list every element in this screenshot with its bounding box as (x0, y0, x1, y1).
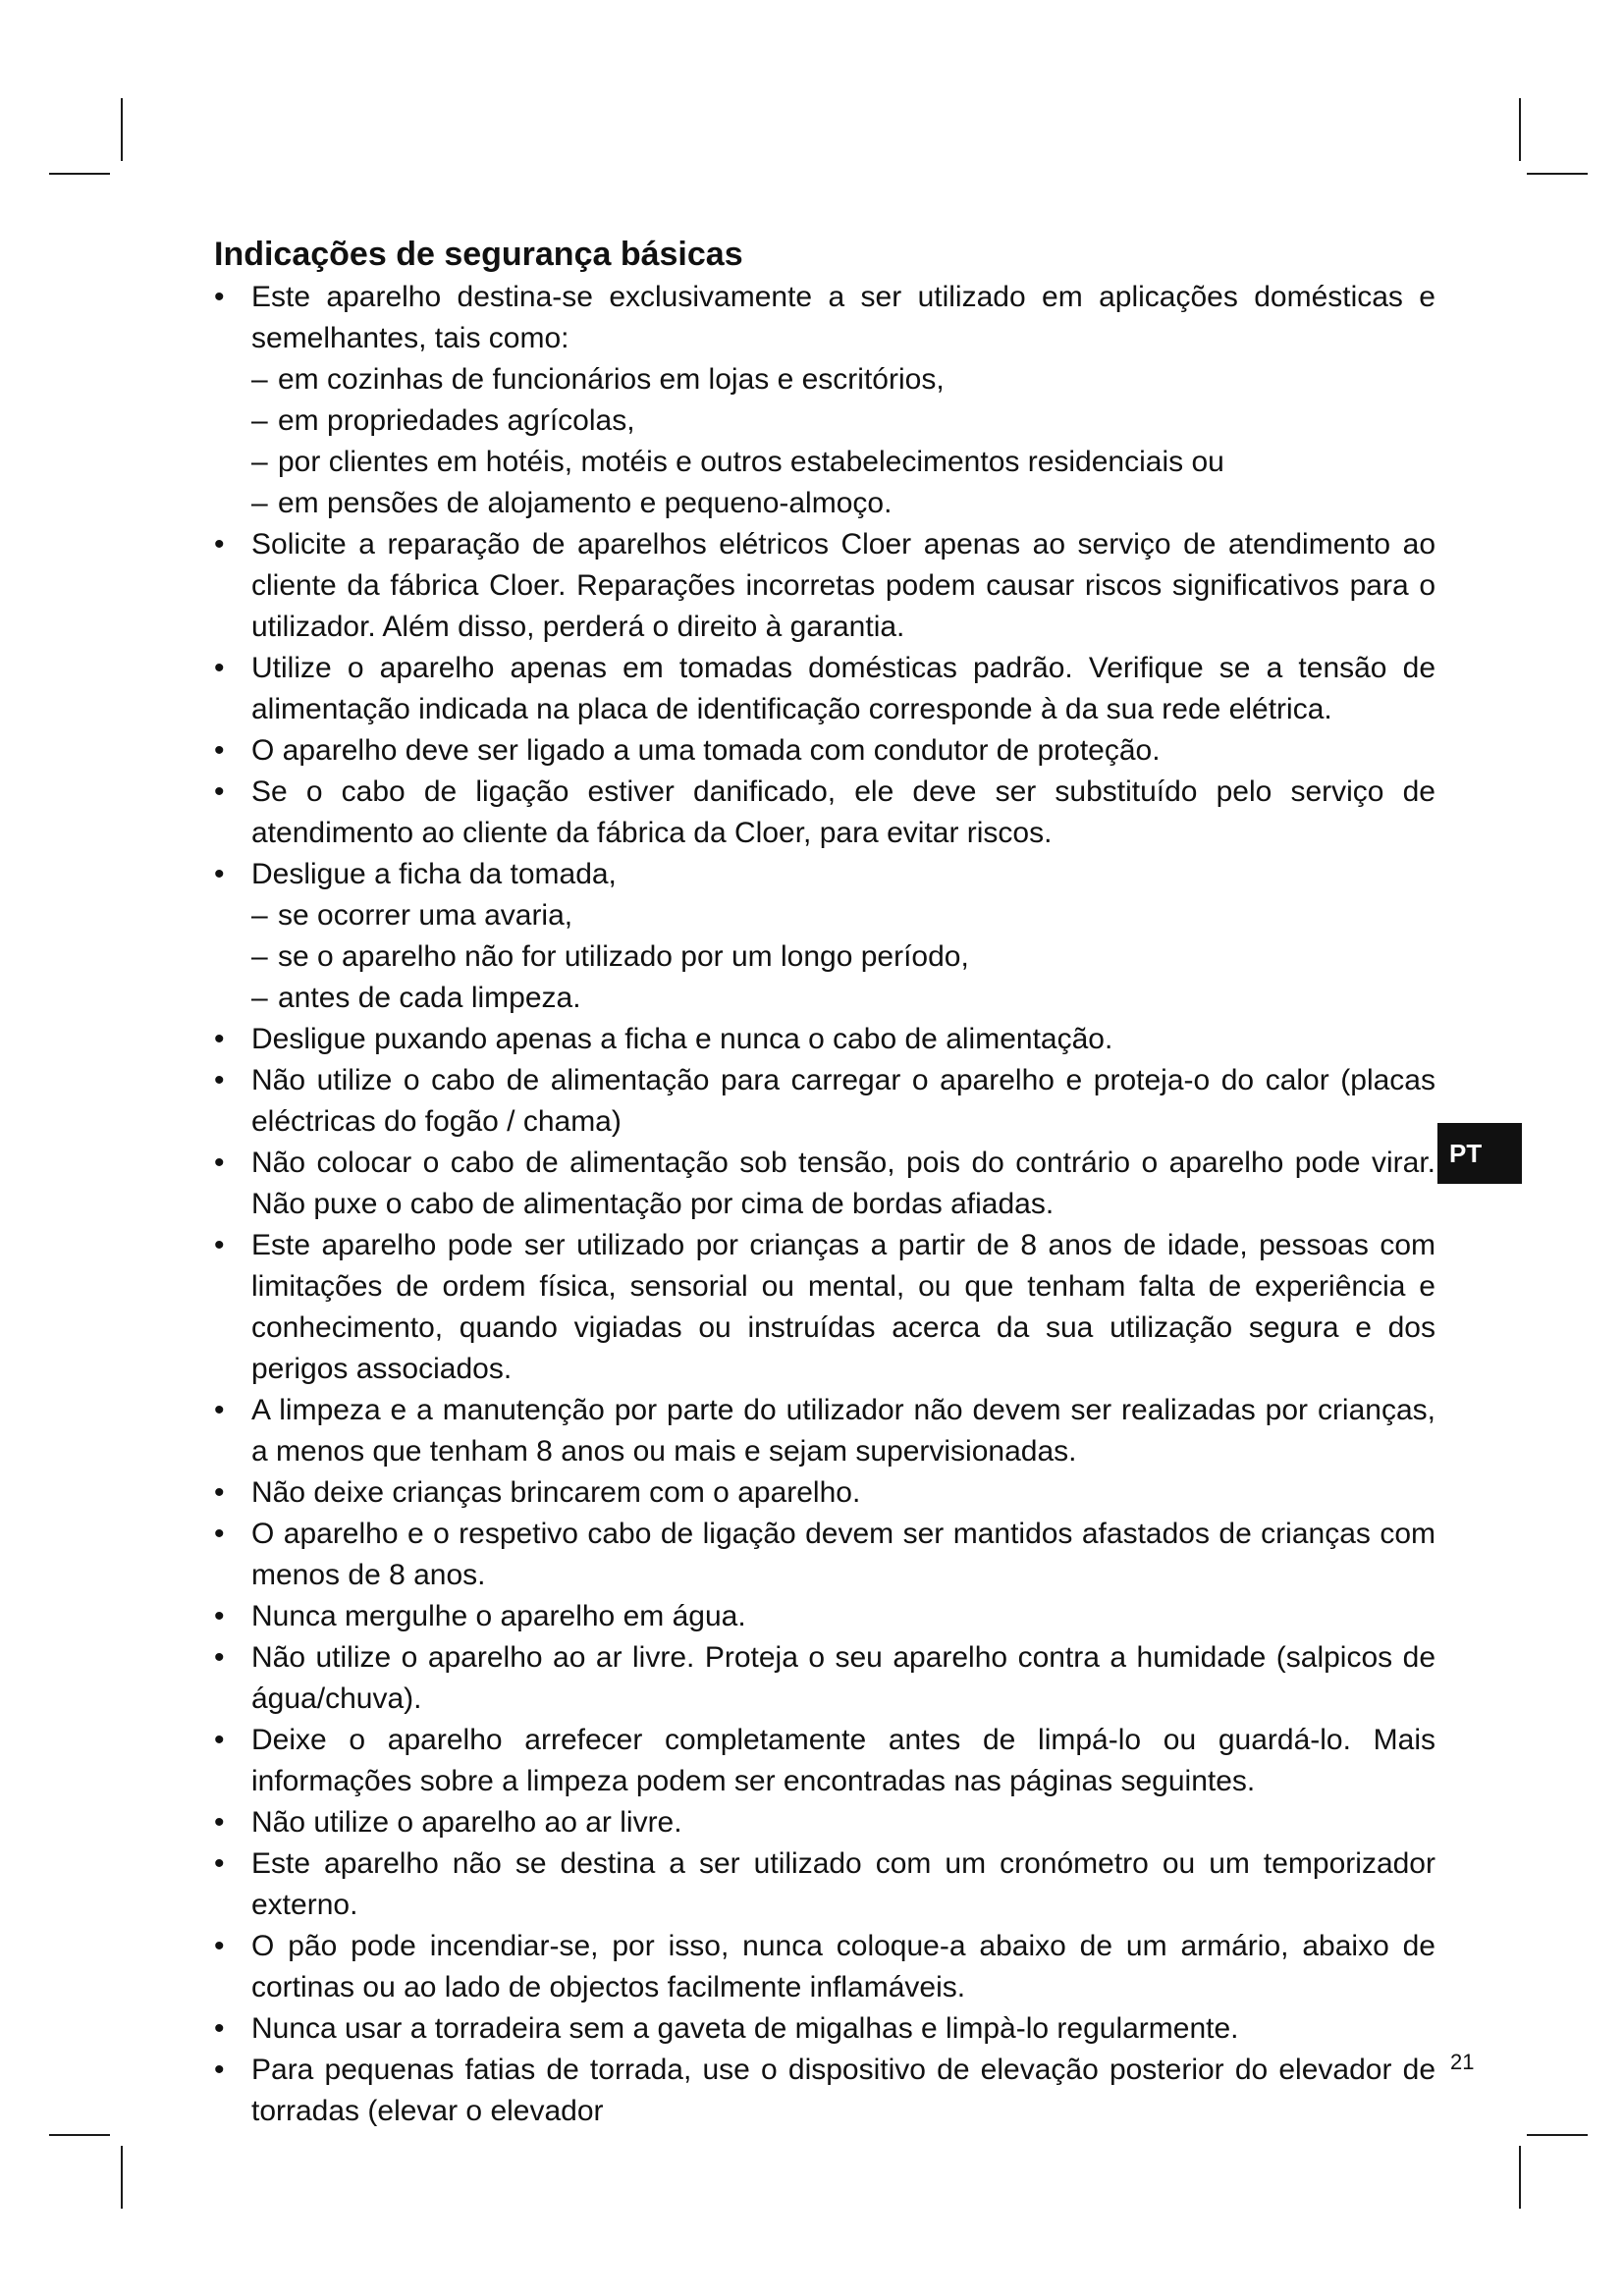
list-item-text: Este aparelho pode ser utilizado por crianças a partir de 8 anos de idade, pessoas com limitações de ordem física, sensorial ou mental, ou que tenham falta de experiência e conhecimento, quando vigiadas ou instruídas acerca da sua utilização segura e dos perigos associados. (251, 1229, 1435, 1385)
list-item-text: Solicite a reparação de aparelhos elétricos Cloer apenas ao serviço de atendimento ao cliente da fábrica Cloer. Reparações incorretas podem causar riscos significativos para o utilizador. Além disso, perderá o direito à garantia. (251, 528, 1435, 643)
sub-list-item-text: por clientes em hotéis, motéis e outros estabelecimentos residenciais ou (278, 446, 1224, 478)
dash-icon: – (251, 404, 268, 437)
list-item-text: Se o cabo de ligação estiver danificado, ele deve ser substituído pelo serviço de atendimento ao cliente da fábrica da Cloer, para evitar riscos. (251, 775, 1435, 849)
sub-list-item-text: em cozinhas de funcionários em lojas e escritórios, (278, 363, 945, 396)
sub-list-item (251, 359, 1435, 400)
dash-icon: – (251, 940, 268, 973)
sub-list-item (251, 978, 1435, 1019)
dash-icon: – (251, 982, 268, 1014)
list-item-text: Este aparelho destina-se exclusivamente a ser utilizado em aplicações domésticas e semelhantes, tais como: (251, 281, 1435, 354)
sub-list-item (251, 400, 1435, 442)
dash-icon: – (251, 446, 268, 478)
crop-mark-bottom-right-horizontal (1527, 2134, 1588, 2136)
list-item (214, 524, 1435, 648)
list-item-text: Não utilize o aparelho ao ar livre. Proteja o seu aparelho contra a humidade (salpicos de água/chuva). (251, 1641, 1435, 1715)
list-item-text: Nunca mergulhe o aparelho em água. (251, 1600, 746, 1632)
list-item (214, 277, 1435, 524)
sub-list-item-text: antes de cada limpeza. (278, 982, 581, 1014)
bullet-icon: • (214, 1476, 225, 1509)
safety-section (214, 234, 1435, 2132)
list-item (214, 648, 1435, 730)
list-item (214, 1390, 1435, 1472)
list-item-text: Utilize o aparelho apenas em tomadas domésticas padrão. Verifique se a tensão de alimentação indicada na placa de identificação corresponde à da sua rede elétrica. (251, 652, 1435, 725)
bullet-icon: • (214, 1600, 225, 1632)
list-item (214, 1060, 1435, 1143)
list-item (214, 2008, 1435, 2050)
crop-mark-bottom-left-horizontal (49, 2134, 110, 2136)
list-item (214, 1843, 1435, 1926)
list-item (214, 730, 1435, 772)
list-item (214, 1802, 1435, 1843)
bullet-icon: • (214, 1147, 225, 1179)
language-tab: PT (1437, 1123, 1522, 1184)
list-item (214, 1596, 1435, 1637)
safety-list (214, 277, 1435, 2132)
sub-list-item (251, 442, 1435, 483)
bullet-icon: • (214, 281, 225, 313)
sub-list-item (251, 895, 1435, 936)
list-item-text: Desligue a ficha da tomada, (251, 858, 617, 890)
list-item (214, 1926, 1435, 2008)
bullet-icon: • (214, 1930, 225, 1962)
list-item-text: Nunca usar a torradeira sem a gaveta de migalhas e limpà-lo regularmente. (251, 2012, 1239, 2045)
bullet-icon: • (214, 1394, 225, 1426)
sub-list-item (251, 936, 1435, 978)
bullet-icon: • (214, 2054, 225, 2086)
sub-list-item (251, 483, 1435, 524)
list-item-text: Desligue puxando apenas a ficha e nunca o cabo de alimentação. (251, 1023, 1113, 1055)
list-item (214, 1514, 1435, 1596)
dash-icon: – (251, 899, 268, 932)
list-item-text: A limpeza e a manutenção por parte do utilizador não devem ser realizadas por crianças, a menos que tenham 8 anos ou mais e sejam supervisionadas. (251, 1394, 1435, 1468)
sub-list-item-text: se ocorrer uma avaria, (278, 899, 573, 932)
list-item-text: Não utilize o aparelho ao ar livre. (251, 1806, 682, 1839)
bullet-icon: • (214, 652, 225, 684)
list-item-text: O pão pode incendiar-se, por isso, nunca coloque-a abaixo de um armário, abaixo de cortinas ou ao lado de objectos facilmente inflamáveis. (251, 1930, 1435, 2003)
list-item-text: O aparelho e o respetivo cabo de ligação devem ser mantidos afastados de crianças com menos de 8 anos. (251, 1518, 1435, 1591)
list-item (214, 1720, 1435, 1802)
crop-mark-bottom-right-vertical (1519, 2146, 1521, 2209)
sub-list-item-text: em pensões de alojamento e pequeno-almoço. (278, 487, 893, 519)
list-item-text: Não colocar o cabo de alimentação sob tensão, pois do contrário o aparelho pode virar. Não puxe o cabo de alimentação por cima de bordas afiadas. (251, 1147, 1435, 1220)
bullet-icon: • (214, 1229, 225, 1261)
list-item-text: O aparelho deve ser ligado a uma tomada com condutor de proteção. (251, 734, 1161, 767)
list-item (214, 1225, 1435, 1390)
list-item (214, 1019, 1435, 1060)
list-item-text: Deixe o aparelho arrefecer completamente antes de limpá-lo ou guardá-lo. Mais informações sobre a limpeza podem ser encontradas nas páginas seguintes. (251, 1724, 1435, 1797)
bullet-icon: • (214, 1518, 225, 1550)
list-item (214, 854, 1435, 1019)
bullet-icon: • (214, 1023, 225, 1055)
bullet-icon: • (214, 1641, 225, 1674)
sub-list-item-text: se o aparelho não for utilizado por um longo período, (278, 940, 969, 973)
bullet-icon: • (214, 775, 225, 808)
crop-mark-top-left-vertical (121, 98, 123, 161)
bullet-icon: • (214, 1064, 225, 1096)
bullet-icon: • (214, 1724, 225, 1756)
bullet-icon: • (214, 858, 225, 890)
list-item-text: Não deixe crianças brincarem com o aparelho. (251, 1476, 861, 1509)
crop-mark-bottom-left-vertical (121, 2146, 123, 2209)
dash-icon: – (251, 363, 268, 396)
dash-icon: – (251, 487, 268, 519)
list-item-text: Para pequenas fatias de torrada, use o dispositivo de elevação posterior do elevador de torradas (elevar o elevador (251, 2054, 1435, 2127)
list-item (214, 1637, 1435, 1720)
list-item-text: Este aparelho não se destina a ser utilizado com um cronómetro ou um temporizador externo. (251, 1847, 1435, 1921)
list-item (214, 772, 1435, 854)
crop-mark-top-right-horizontal (1527, 173, 1588, 175)
list-item (214, 2050, 1435, 2132)
list-item (214, 1472, 1435, 1514)
bullet-icon: • (214, 1806, 225, 1839)
crop-mark-top-right-vertical (1519, 98, 1521, 161)
page-number: 21 (1450, 2050, 1475, 2074)
crop-mark-top-left-horizontal (49, 173, 110, 175)
bullet-icon: • (214, 2012, 225, 2045)
bullet-icon: • (214, 734, 225, 767)
sub-list-item-text: em propriedades agrícolas, (278, 404, 635, 437)
list-item (214, 1143, 1435, 1225)
bullet-icon: • (214, 1847, 225, 1880)
list-item-text: Não utilize o cabo de alimentação para carregar o aparelho e proteja-o do calor (placas eléctricas do fogão / chama) (251, 1064, 1435, 1138)
bullet-icon: • (214, 528, 225, 561)
section-heading: Indicações de segurança básicas (214, 236, 743, 273)
